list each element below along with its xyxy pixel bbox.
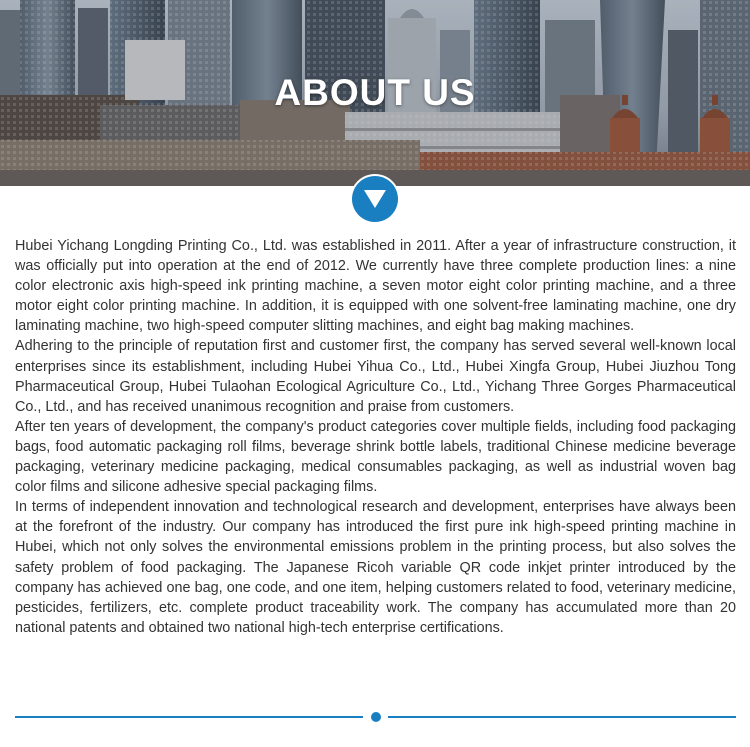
- badge-circle: [352, 176, 398, 222]
- paragraph-products: After ten years of development, the company's product categories cover multiple fields, including food packaging bags, food automatic packaging roll films, beverage shrink bottle labels, traditional Chinese medicine beverage packaging, veterinary medicine packaging, medical consumables packaging, as well as industrial woven bag color films and silicone adhesive special packaging films.: [15, 418, 736, 496]
- paragraph-intro: Hubei Yichang Longding Printing Co., Ltd. was established in 2011. After a year of infrastructure construction, it was officially put into operation at the end of 2012. We currently have three complete production lines: a nine color electronic axis high-speed ink printing machine, a seven motor eight color printing machine, and a three motor eight color printing machine. In addition, it is equipped with one solvent-free laminating machine, one dry laminating machine, two high-speed computer slitting machines, and eight bag making machines.: [15, 238, 736, 335]
- page-title: ABOUT US: [274, 72, 476, 113]
- hero-banner: [0, 0, 750, 186]
- about-content: [15, 236, 736, 638]
- divider-dot: [371, 712, 381, 722]
- triangle-down-icon: [364, 190, 386, 208]
- divider-line-left: [15, 716, 363, 718]
- divider-line-right: [388, 716, 736, 718]
- paragraph-innovation: In terms of independent innovation and technological research and development, enterprises have always been at the forefront of the industry. Our company has introduced the first pure ink high-speed printing machine in Hubei, which not only solves the environmental emissions problem in the printing process, but also solves the safety problem of food packaging. The Japanese Ricoh variable QR code inkjet printer introduced by the company has achieved one bag, one code, and one item, helping customers related to food, veterinary medicine, pesticides, fertilizers, etc. complete product traceability work. The company has accumulated more than 20 national patents and obtained two national high-tech enterprise certifications.: [15, 499, 736, 636]
- paragraph-customers: Adhering to the principle of reputation first and customer first, the company has served several well-known local enterprises since its establishment, including Hubei Yihua Co., Ltd., Hubei Xingfa Group, Hubei Jiuzhou Tong Pharmaceutical Group, Hubei Tulaohan Ecological Agriculture Co., Ltd., Yichang Three Gorges Pharmaceutical Co., Ltd., and has received unanimous recognition and praise from customers.: [15, 338, 736, 415]
- section-divider: [15, 712, 736, 722]
- scroll-down-badge[interactable]: [352, 176, 398, 222]
